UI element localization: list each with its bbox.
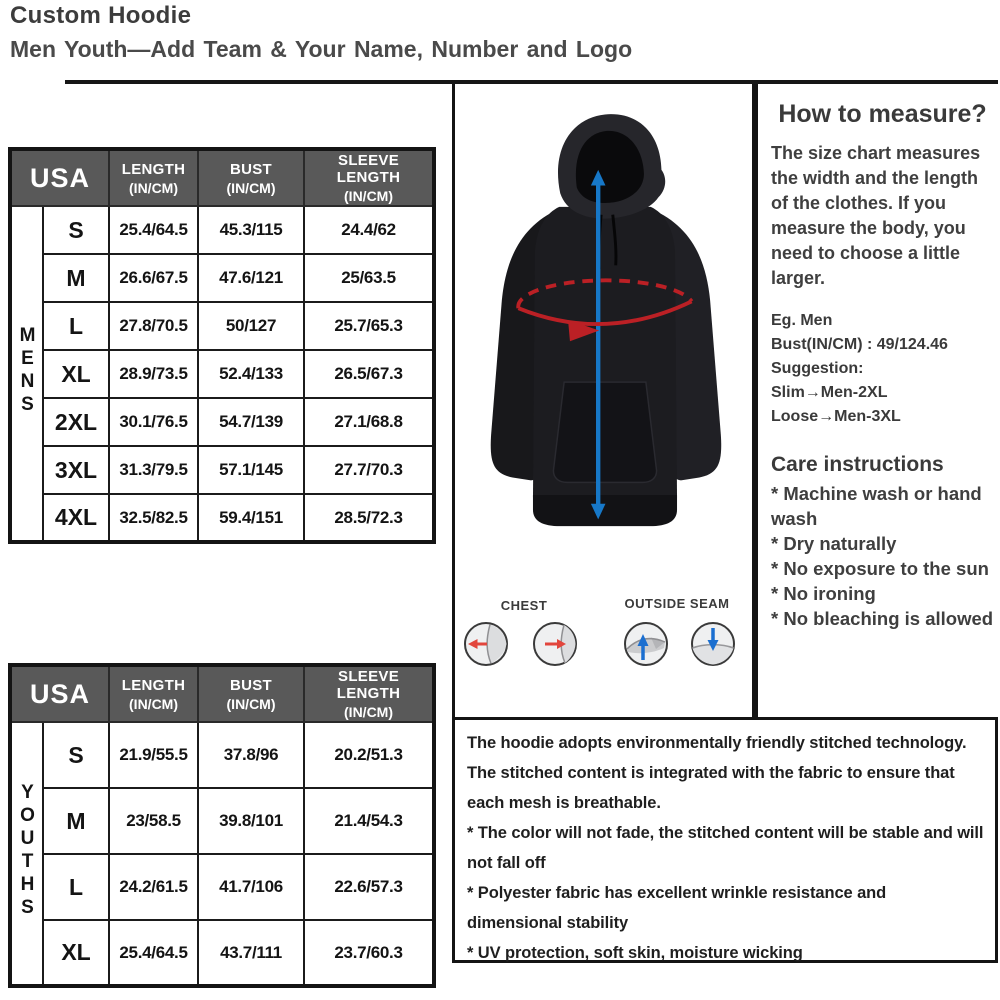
group-label-mens: MENS [10,206,43,542]
care-instructions-list [771,481,994,631]
column-header-usa: USA [10,665,109,722]
list-item: * No ironing [771,583,876,604]
seam-arrow-up-icon [623,621,669,667]
table-row: XL 28.9/73.5 52.4/133 26.5/67.3 [10,350,434,398]
table-row: XL 25.4/64.5 43.7/111 23.7/60.3 [10,920,434,986]
table-row: M 23/58.5 39.8/101 21.4/54.3 [10,788,434,854]
column-header-length: LENGTH (IN/CM) [109,149,198,206]
column-header-sleeve: SLEEVE LENGTH (IN/CM) [304,149,434,206]
chest-arrow-left-icon [463,621,509,667]
table-row: 4XL 32.5/82.5 59.4/151 28.5/72.3 [10,494,434,542]
table-row: L 24.2/61.5 41.7/106 22.6/57.3 [10,854,434,920]
column-header-bust: BUST (IN/CM) [198,149,304,206]
how-to-measure-heading: How to measure? [778,100,987,128]
table-row: L 27.8/70.5 50/127 25.7/65.3 [10,302,434,350]
page-title: Custom Hoodie [10,2,192,29]
sizing-example: Eg. Men Bust(IN/CM) : 49/124.46 Suggestion: Slim→Men-2XL Loose→Men-3XL [771,312,948,425]
chest-arrow-right-icon [532,621,578,667]
mens-size-table [8,147,436,544]
hoodie-photo [459,88,751,575]
column-header-sleeve: SLEEVE LENGTH (IN/CM) [304,665,434,722]
table-row: M 26.6/67.5 47.6/121 25/63.5 [10,254,434,302]
column-header-usa: USA [10,149,109,206]
youths-header-row [10,665,434,722]
table-row: 3XL 31.3/79.5 57.1/145 27.7/70.3 [10,446,434,494]
page-subtitle: Men Youth—Add Team & Your Name, Number and Logo [10,36,633,62]
youths-size-table [8,663,436,988]
outside-seam-label: OUTSIDE SEAM [624,596,730,611]
care-instructions-heading: Care instructions [771,453,944,476]
header [10,2,632,63]
table-row: YOUTHS S 21.9/55.5 37.8/96 20.2/51.3 [10,722,434,788]
list-item: * No bleaching is allowed [771,608,994,629]
product-description-box [452,717,998,963]
list-item: * Dry naturally [771,533,897,554]
list-item: * No exposure to the sun [771,558,989,579]
group-label-youths: YOUTHS [10,722,43,986]
table-row: MENS S 25.4/64.5 45.3/115 24.4/62 [10,206,434,254]
list-item: * Machine wash or hand wash [771,483,982,529]
description-bullet: * Polyester fabric has excellent wrinkle resistance and dimensional stability [467,884,887,932]
column-header-length: LENGTH (IN/CM) [109,665,198,722]
description-bullet: * The color will not fade, the stitched content will be stable and will not fall off [467,824,984,872]
how-to-measure-panel [755,84,1000,717]
hoodie-measure-panel [452,84,755,717]
table-row: 2XL 30.1/76.5 54.7/139 27.1/68.8 [10,398,434,446]
description-bullet: * UV protection, soft skin, moisture wicking [467,944,803,962]
chest-label: CHEST [500,598,548,613]
seam-arrow-down-icon [690,621,736,667]
measure-paragraph: The size chart measures the width and the length of the clothes. If you measure the body, you need to choose a little larger. [771,143,981,288]
mens-header-row [10,149,434,206]
column-header-bust: BUST (IN/CM) [198,665,304,722]
description-paragraph: The hoodie adopts environmentally friendly stitched technology. The stitched content is integrated with the fabric to ensure that each mesh is breathable. [467,734,967,812]
